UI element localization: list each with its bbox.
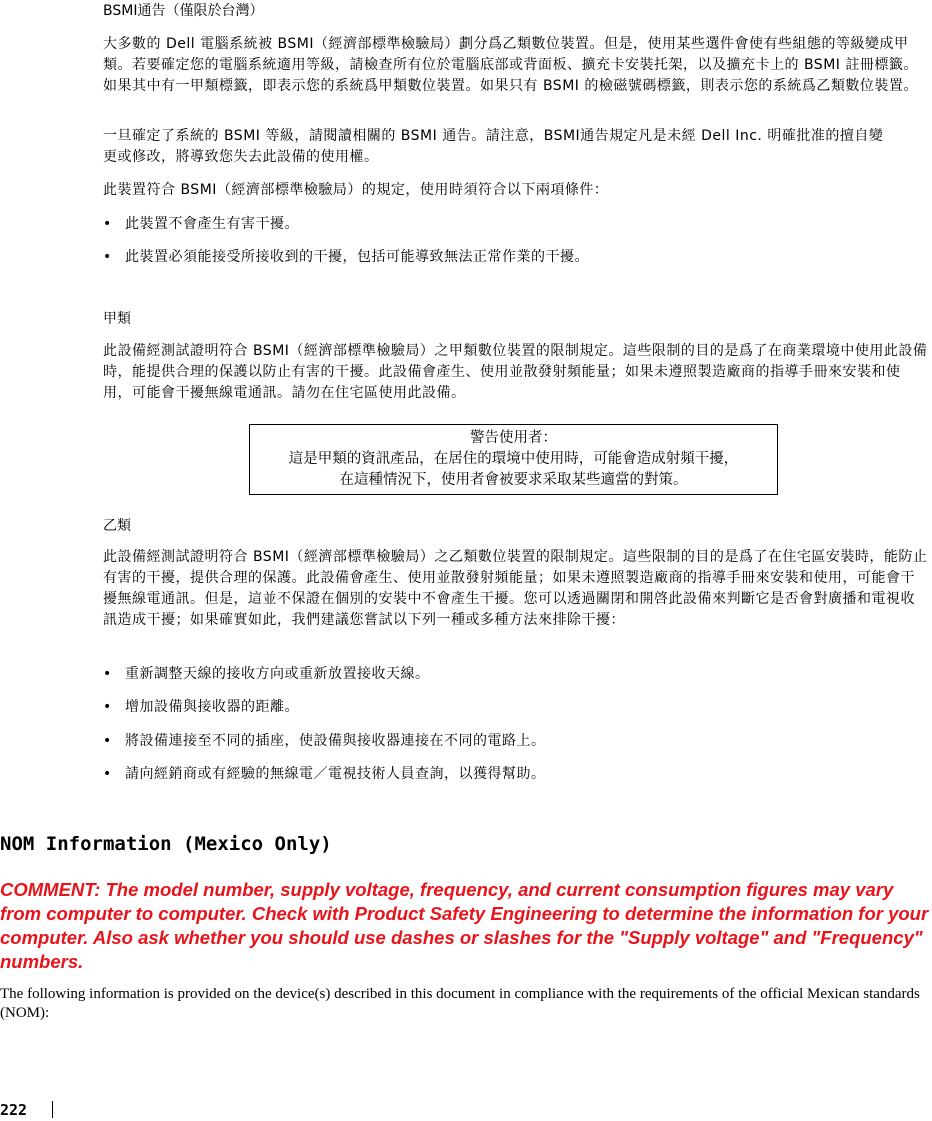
editor-comment: COMMENT: The model number, supply voltage, frequency, and current consumption figures may vary from computer to computer. Check with Product Safety Engineering to determine the information for your computer. Also ask whether you should use dashes or slashes for the "Supply voltage" and "Frequency" numbers. xyxy=(0,879,929,972)
list-item: • 重新調整天線的接收方向或重新放置接收天線。 xyxy=(125,664,430,685)
class-b-paragraph: 此設備經測試證明符合 BSMI（經濟部標準檢驗局）之乙類數位裝置的限制規定。這些限制的目的是爲了在住宅區安裝時，能防止有害的干擾，提供合理的保護。此設備會產生、使用並散發射頻能量；如果未遵照製造廠商的指導手冊來安裝和使用，可能會干擾無線電通訊。但是，這並不保證在個別的安裝中不會產生干擾。您可以透過關閉和開啓此設備來判斷它是否會對廣播和電視收訊造成干擾；如果確實如此，我們建議您嘗試以下列一種或多種方法來排除干擾： xyxy=(103,549,928,628)
warning-heading: 警告使用者： xyxy=(470,430,557,446)
nom-heading: NOM Information (Mexico Only) xyxy=(0,833,332,855)
intro-paragraph: 大多數的 Dell 電腦系統被 BSMI（經濟部標準檢驗局）劃分爲乙類數位裝置。但是，使用某些選件會使有些組態的等級變成甲類。若要確定您的電腦系統適用等級，請檢查所有位於電腦底部或背面板、擴充卡安裝托架，以及擴充卡上的 BSMI 註冊標籤。如果其中有一甲類標籤，即表示您的系統爲甲類數位裝置。如果只有 BSMI 的檢磁號碼標籤，則表示您的系統爲乙類數位裝置。 xyxy=(103,36,918,94)
class-a-title: 甲類 xyxy=(103,311,131,327)
page-number: 222 xyxy=(0,1101,28,1119)
list-item: • 此裝置必須能接受所接收到的干擾，包括可能導致無法正常作業的干擾。 xyxy=(125,247,589,268)
list-item: • 將設備連接至不同的插座，使設備與接收器連接在不同的電路上。 xyxy=(125,731,546,752)
warning-line: 這是甲類的資訊產品，在居住的環境中使用時，可能會造成射頻干擾， xyxy=(288,451,739,467)
warning-line: 在這種情況下，使用者會被要求采取某些適當的對策。 xyxy=(339,472,688,488)
footer-divider xyxy=(52,1101,53,1118)
list-item: • 增加設備與接收器的距離。 xyxy=(125,697,299,718)
warning-box xyxy=(249,424,778,495)
nom-body-paragraph: The following information is provided on the device(s) described in this document in compliance with the requirements of the official Mexican standards (NOM): xyxy=(0,986,920,1021)
class-a-paragraph: 此設備經測試證明符合 BSMI（經濟部標準檢驗局）之甲類數位裝置的限制規定。這些限制的目的是爲了在商業環境中使用此設備時，能提供合理的保護以防止有害的干擾。此設備會產生、使用並散發射頻能量；如果未遵照製造廠商的指導手冊來安裝和使用，可能會干擾無線電通訊。請勿在住宅區使用此設備。 xyxy=(103,343,928,401)
list-item: • 請向經銷商或有經驗的無線電／電視技術人員查詢，以獲得幫助。 xyxy=(125,764,546,785)
conditions-paragraph: 此裝置符合 BSMI（經濟部標準檢驗局）的規定，使用時須符合以下兩項條件： xyxy=(103,182,609,198)
notice-paragraph: 一旦確定了系統的 BSMI 等級，請閱讀相關的 BSMI 通告。請注意，BSMI通告規定凡是未經 Dell Inc. 明確批准的擅自變更或修改，將導致您失去此設備的使用權。 xyxy=(103,128,884,165)
class-b-title: 乙類 xyxy=(103,518,131,534)
list-item: • 此裝置不會產生有害干擾。 xyxy=(125,214,299,235)
section-title: BSMI通告（僅限於台灣） xyxy=(103,3,264,19)
